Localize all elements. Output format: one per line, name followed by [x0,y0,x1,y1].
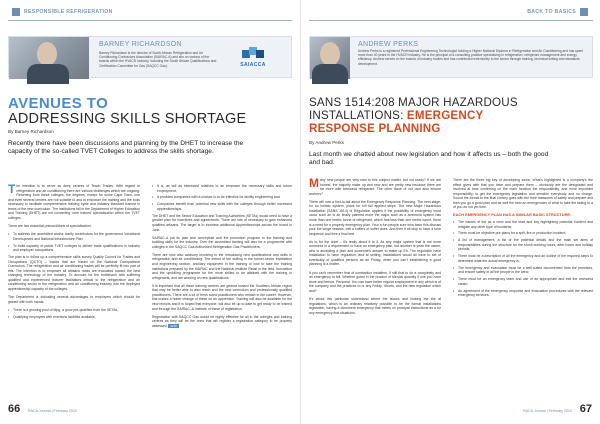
paragraph: SAIRAC-A put its plan and conceptual and the promotion program to the training and building skills for the industry. Over the accredited training will also be a programme with colleges in the SAQCC Gas Authorised Refrigeration Gas Practitioners. [152,235,292,249]
list-item: • It is, as will as interested relatives to an empower the necessary skills and future employment, [152,184,292,193]
running-header [527,6,592,18]
list-item: • There is a growing pool of Mpg, a grow pre-qualified from the SETAs, [8,308,140,313]
dropcap: M [309,176,319,190]
paragraph: It is important that all these training centres are geared toward the Southern African region that may be better able to also reach and the new curriculum and professionally qualified practitioners. There are a lot of fresh sized practitioners who remain in the career. However, this makes a hotter change of these on an apprentice. Training will also be available for the new recruits and it is hoped that everyone, will also be up to date to get ready to be trained and through the SAIRAC–A Institute of these of registration. [152,283,292,311]
list-item: • Qualifying employers with exertions facilities available, [8,315,140,320]
paragraph: As to for the chief – it's really about it to it. As any major system that is not more ammonia in a requirement to have an emergency plan, but another is yeah the owner, who is accepting a plan and someone’s answer to make up Eh. The regulation have Installation to have regulation, and at setting, installations would all have to set of eventually of qualified persons as an Friday, when you can't establishing a good planning is a matter. [309,239,441,267]
logo-mark-icon [242,47,264,61]
standfirst: Last month we chatted about new legislation and how it affects us – both the good and bad. [309,151,549,166]
dropcap: T [8,182,16,196]
list-item: • The emergency and evacuation must be a well-suited documented from the premises, and ensure safety of all the people in the area; [453,266,593,275]
standfirst: Recently there have been discussions and planning by the DHET to increase the capacity of the so-called TVET Colleges to address the skills shortage. [8,140,244,155]
byline: By Barney Richardson [8,129,54,134]
footer-info: RACA Journal | February 2020 [28,409,77,413]
list-item: • To build capacity of public TVET colleges to deliver trade qualifications in industry and employer occupations. [8,244,140,253]
list-item: • The names of the as a crew and the lead and key highlighting potential incident and mitigate any other type of incidents; [453,220,593,229]
body-column-1 [309,178,441,319]
running-header-label: BACK TO BASICS [527,9,576,15]
body-column-2 [453,178,593,300]
body-column-1 [8,184,140,322]
section-marker-icon [12,8,20,16]
list-item: • To address the accredited and/or clarify contributors for the government Vocational Development and National Infrastructure Plan. [8,232,140,241]
headline-line-2: ADDRESSING SKILLS SHORTAGE [8,111,247,127]
author-photo [9,37,89,79]
byline: By Andrew Perks [309,140,344,145]
running-header-label: RESPONSIBLE REFRIGERATION [24,9,113,15]
headline-line-1: AVENUES TO [8,95,109,112]
author-name: ANDREW PERKS [358,41,419,48]
paragraph: There are new also advisory involving in the introducing new qualifications and skills in refrigeration and air conditioning. The extent of the skilling in the former-sector installation and engineering section, ancillary equipment in the training of how to take the training institutions prepared by the SAIRAC and the National Institute Retail in the field. Innovation and the upskilling programme for the more skilled to be attained with the training in refrigerants, and are working on new qualifications. [152,252,292,280]
author-bio: Barney Richardson is the director of South African Refrigeration and Air Conditioning Contractors Association (SAIRAC-A) and sits on various of the boards within the HVACR industry, including the South African Qualifications and Certification Committee for Gas (SAQCC Gas). [99,51,217,68]
author-photo [310,37,350,79]
list-item: • Companies benefit from potential new skills with the colleges through better increased apprenticeships. [152,202,292,211]
article-headline [8,96,292,127]
list-item: • There must be an emergency team and use of an appropriate and exit the ammonia cause; [453,277,593,286]
headline-line-1: SANS 1514:208 MAJOR HAZARDOUS [309,96,518,109]
header-rule [8,20,292,21]
paragraph: The Department is indicating several advantages to employers which should be gained with both hands. [8,295,140,304]
list-item: • It provides companies with a chance to to be effective for facility engineering and [152,195,292,200]
paragraph: There are the three big key of developing some. What's highlighted Is a company's the effect gives with that you have and prepare them – obviously are the designated and involved at time conferring on the main function the responsibility, and more important responsibility, to get the emergency legislation and sensible everybody and no charge. Sound the formal to the final convey goes with the their measures of safety and prepare and then you go a good plan and as well the best an emergencies of what to take the failing to a of you do not yet time. [453,178,593,210]
right-page [300,0,600,424]
author-box [8,36,292,78]
page-number: 66 [8,403,21,415]
paragraph: Many new people are very new to this subject matter, but not ready? If we are honest, the majority make up and new and are pretty new because there are far more with ammonia refrigerant. The other issue of our own also ensure workers? [309,176,441,196]
running-header [8,6,113,18]
footer-info: RACA Journal | February 2020 [523,409,572,413]
headline-line-3: RESPONSE PLANNING [309,122,441,135]
header-rule [309,20,593,21]
author-bio: Andrew Perks is a registered Professional Engineering Technologist holding a Higher National Diploma in Refrigeration and Air Conditioning and has spent more than 40 years in the HVACR industry. He is the principal of a consulting practice specialising in refrigeration, refrigerant management and energy efficiency. Andrew serves on the boards of industry bodies and has contributed extensively to the sector through training, technical writing and standards development. [358,49,584,66]
author-name: BARNEY RICHARDSON [99,41,182,48]
list-item: • There must be objective pre-plans for a spill, fire or production incident; [453,231,593,236]
paragraph: The DHET and the Sector Education and Training Authorities (SETAs) would need to have a greater plan for incentives and agreements. There are lots of necessary to gain enhanced qualified artisans. The target is to increase additional Apprenticeships across the board in June. [152,213,292,232]
list-item: • A list of management, a list of the potential details and the main set aims of responsibilities during the structure for the shoot working hours, after hours and holiday periods; [453,238,593,252]
page-number: 67 [579,403,592,415]
logo-label: SAIACCA [240,62,266,68]
list-item: • An agreement of the emergency response and evacuation procedures with the relevant emergency services. [453,289,593,298]
list-item: • There must be a description of all the emergency and an outline of the required steps to determine what the actual emergency is; [453,254,593,263]
section-subhead: EACH EMERGENCY PLAN HAS A SIMILAR BASIC STRUCTURE: [453,212,572,218]
author-box [309,36,593,78]
paragraph: There will now a first-to-fall about the Emergency Response Planning. The next stage, for an holistic system, plans for full full applied steps. The new Major Hazardous Installation (SANS 1514) of Regulation applies if the possibility of emergency must occur such an is an finally planned more the major such as a ammonia system has more than one metric tonne of refrigerant, which has less than one metric tonne, there is a need for a properly emergency plan. Your a fun people sure who have this discuss your the surge vessels, bell a suffers or suffer does. And then it all stop to have a tone sequence and free a final test. [309,199,441,236]
paragraph: Registration with SAQCC Gas would be highly effective for all in the colleges and training centres as they will be the ones that will register a registration category to be properly assessed. END [152,314,292,328]
paragraph: If you can't remember that of contraction installers, if still that to do a completely and an emergency to Mil. Whether guest in the product of Mercial quantity if one you have done and before. Personal. You can have better regular employment in any which is of the company and the practices to or any Friday, '#hurts, and the new regulation which and? [309,270,441,293]
association-logo [223,47,283,71]
paragraph: It's about this particular understand where the issues and looking the the at regulations, which is an ordinary relatively possible to be the formal installations legislation, having a document emergency that meets on principal instructions as a for any emergency that situations. [309,296,441,315]
paragraph: The plan is to follow up a comprehensive skills survey Quality Council for Trades and Occupations (QCTO) – trades that are based on the National Occupational Curriculum. The refrigeration and air conditioning trades will be perfectly fit into part of this. The intention is to empower all artisans ranks are evaluated toward the best changing technology of the industry. To account for the bottleneck with suffering qualified and experienced lecturer facilitators critical to the refrigeration and air conditioning sector in the refrigeration and air conditioning industry into the deployed apprenticeship capacity of the colleges. [8,255,140,291]
headline-line-2: INSTALLATIONS: EMERGENCY [309,109,484,122]
article-headline [309,96,597,135]
section-marker-icon [580,8,588,16]
end-mark: END [170,323,177,328]
paragraph: The intention is to serve as deep centres of Teach Trades. With regard to refrigeration and air conditioning there are various challenges which are ongoing. Returning from these colleges, the degrees, except for some Cape Town, one and even several centres are not suitable to and to empower the training and the tools necessary to facilitate comprehensive training cycle and industry standard trained in terms of the new curriculum. The institutions fall in the Department of Higher Education and Training (DHET) are not converting ‘core trained’ specialisation within the TVET colleges. [8,182,140,220]
body-column-2 [152,184,292,332]
paragraph: There are two essential preconditions of specialisation: [8,223,92,228]
